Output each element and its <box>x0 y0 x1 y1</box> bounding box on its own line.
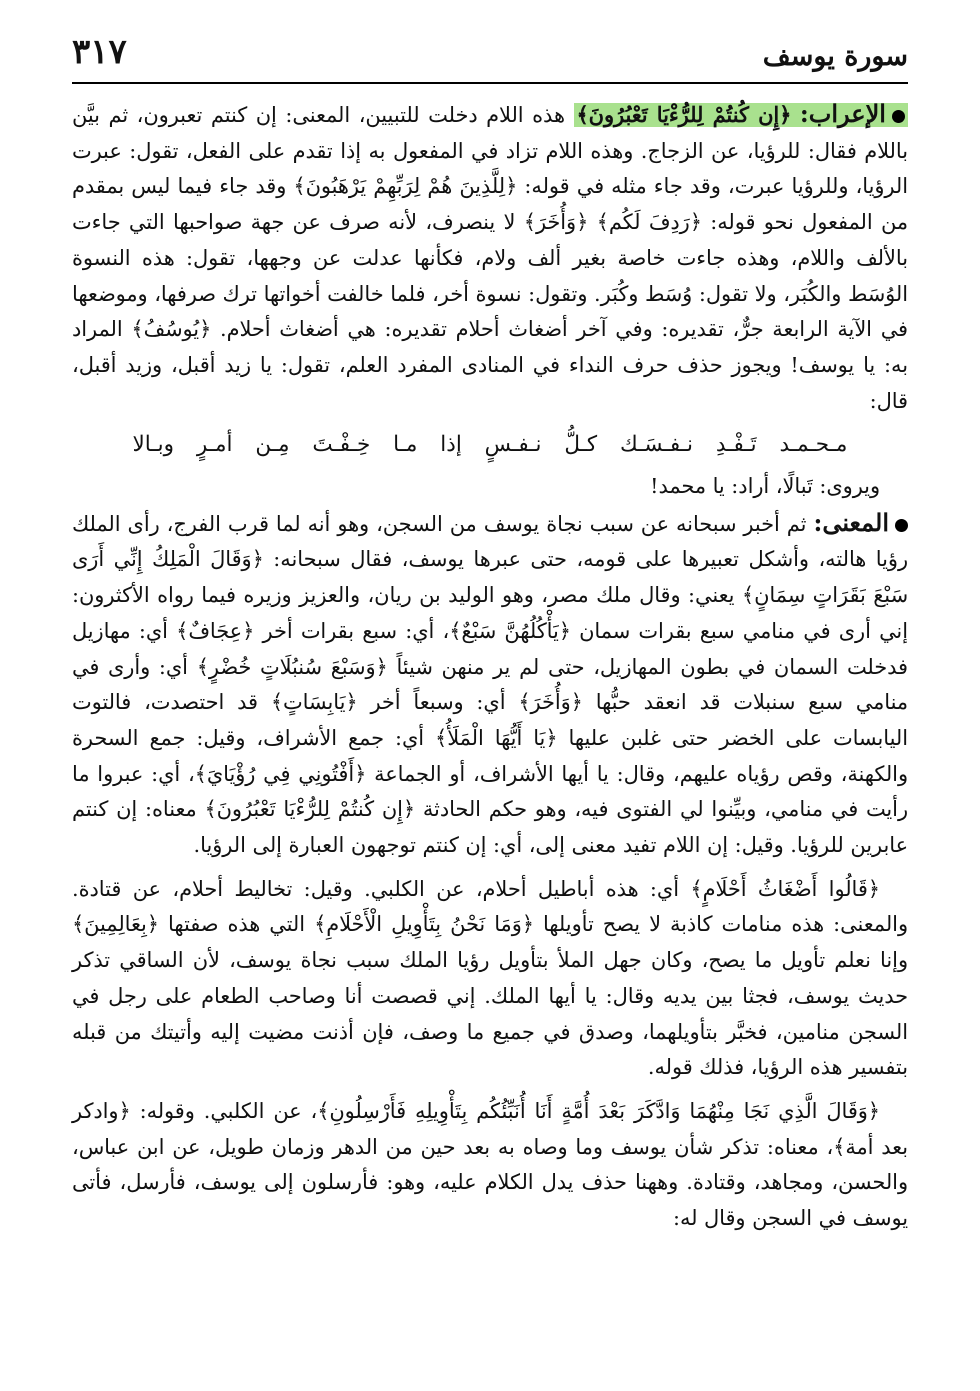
maana-paragraph <box>72 505 908 864</box>
bullet-icon <box>895 519 908 532</box>
poetry-verse: مـحـمـد تَـفْـدِ نـفـسَـك كـلُّ نـفـسٍ إذا مـا خِـفْـتَ مِـن أمـرٍ وبـالا <box>132 432 848 458</box>
irab-paragraph <box>72 96 908 419</box>
surah-title: سورة يوسف <box>762 41 908 72</box>
maana-text: ثم أخبر سبحانه عن سبب نجاة يوسف من السجن، وهو أنه لما قرب الفرج، رأى الملك رؤيا هالته، وأشكل تعبيرها على قومه، حتى عبرها يوسف، فقال سبحانه: ﴿وَقَالَ الْمَلِكُ إِنِّي أَرَى سَبْعَ بَقَرَاتٍ سِمَانٍ﴾ يعني: وقال ملك مصر، وهو الوليد بن ريان، والعزيز وزيره فيما رواه الأكثرون: إني أرى في منامي سبع بقرات سمان ﴿يَأْكُلُهُنَّ سَبْعٌ﴾، أي: سبع بقرات أخر ﴿عِجَافٌ﴾ أي: مهازيل فدخلت السمان في بطون المهازيل، حتى لم ير منهن شيئاً ﴿وَسَبْعَ سُنبُلَاتٍ خُضْرٍ﴾ أي: وأرى في منامي سبع سنبلات قد انعقد حبُّها ﴿وَأُخَرَ﴾ أي: وسبعاً أخر ﴿يَابِسَاتٍ﴾ قد احتصدت، فالتوت اليابسات على الخضر حتى غلبن عليها ﴿يَا أَيُّهَا الْمَلَأُ﴾ أي: جمع الأشراف، وقيل: جمع السحرة والكهنة، وقص رؤياه عليهم، وقال: يا أيها الأشراف، أو الجماعة ﴿أَفْتُونِي فِي رُؤْيَايَ﴾، أي: عبروا ما رأيت في منامي، وبيِّنوا لي الفتوى فيه، وهو حكم الحادثة ﴿إِن كُنتُمْ لِلرُّءْيَا تَعْبُرُونَ﴾ معناه: إن كنتم عابرين للرؤيا. وقيل: إن اللام تفيد معنى إلى، أي: إن كنتم توجهون العبارة إلى الرؤيا. <box>72 511 908 858</box>
page-body <box>72 96 908 1237</box>
bullet-icon <box>892 110 905 123</box>
irab-ayah: ﴿إِن كُنتُمْ لِلرُّءْيَا تَعْبُرُونَ﴾ <box>576 102 792 127</box>
page-header <box>72 30 908 84</box>
irab-text: هذه اللام دخلت للتبيين، المعنى: إن كنتم تعبرون، ثم بيَّن باللام فقال: للرؤيا، عن الزجاج. وهذه اللام تزاد في المفعول به إذا تقدم على الفعل، تقول: عبرت الرؤيا، وللرؤيا عبرت، وقد جاء مثله في قوله: ﴿لِلَّذِينَ هُمْ لِرَبِّهِمْ يَرْهَبُونَ﴾ وقد جاء فيما ليس بمقدم من المفعول نحو قوله: ﴿رَدِفَ لَكُم﴾ ﴿وَأُخَرَ﴾ لا ينصرف، لأنه صرف عن جهة صواحبها التي جاءت بالألف واللام، وهذه جاءت خاصة بغير ألف ولام، فكأنها عدلت عن وجهها، تقول: هذه النسوة الوُسَط والكُبَر، ولا تقول: وُسَط وكُبَر. وتقول: نسوة أخر، فلما خالفت أخواتها ترك صرفها، وموضعها في الآية الرابعة جرٌّ، تقديره: وفي آخر أضغاث أحلام تقديره: هي أضغاث أحلام. ﴿يُوسُفُ﴾ المراد به: يا يوسف! ويجوز حذف حرف النداء في المنادى المفرد العلم، تقول: يا زيد أقبل، وزيد أقبل، قال: <box>72 103 908 413</box>
paragraph-3: ﴿قَالُوا أَضْغَاثُ أَحْلَامٍ﴾ أي: هذه أباطيل أحلام، عن الكلبي. وقيل: تخاليط أحلام، عن قتادة. والمعنى: هذه منامات كاذبة لا يصح تأويلها ﴿وَمَا نَحْنُ بِتَأْوِيلِ الْأَحْلَامِ﴾ التي هذه صفتها ﴿بِعَالِمِينَ﴾ وإنا نعلم تأويل ما يصح، وكان جهل الملأ بتأويل رؤيا الملك سبب نجاة يوسف، لأن الساقي تذكر حديث يوسف، فجثا بين يديه وقال: يا أيها الملك. إني قصصت أنا وصاحب الطعام على رجل في السجن منامين، فخبَّر بتأويلهما، وصدق في جميع ما وصف، فإن أذنت مضيت إليه وأتيتك من قبله بتفسير هذه الرؤيا، فذلك قوله. <box>72 876 908 1080</box>
paragraph-4: ﴿وَقَالَ الَّذِي نَجَا مِنْهُمَا وَادَّكَرَ بَعْدَ أُمَّةٍ أَنَا أُنَبِّئُكُم بِتَأْوِيلِهِ فَأَرْسِلُونِ﴾، عن الكلبي. وقوله: ﴿وادكر بعد أمة﴾، معناه: تذكر شأن يوسف وما وصاه به بعد حين من الدهر وزمان طويل، عن ابن عباس، والحسن، ومجاهد، وقتادة. وههنا حذف يدل الكلام عليه، وهو: فأرسلون إلى يوسف، فأرسل، فأتى يوسف في السجن وقال له: <box>72 1098 908 1231</box>
page-number: ٣١٧ <box>72 32 127 72</box>
verse-note: ويروى: تَبالًا، أراد: يا محمد! <box>650 474 880 499</box>
irab-label: الإعراب: <box>799 99 886 128</box>
irab-highlight <box>574 99 908 128</box>
maana-label: المعنى: <box>813 507 889 537</box>
